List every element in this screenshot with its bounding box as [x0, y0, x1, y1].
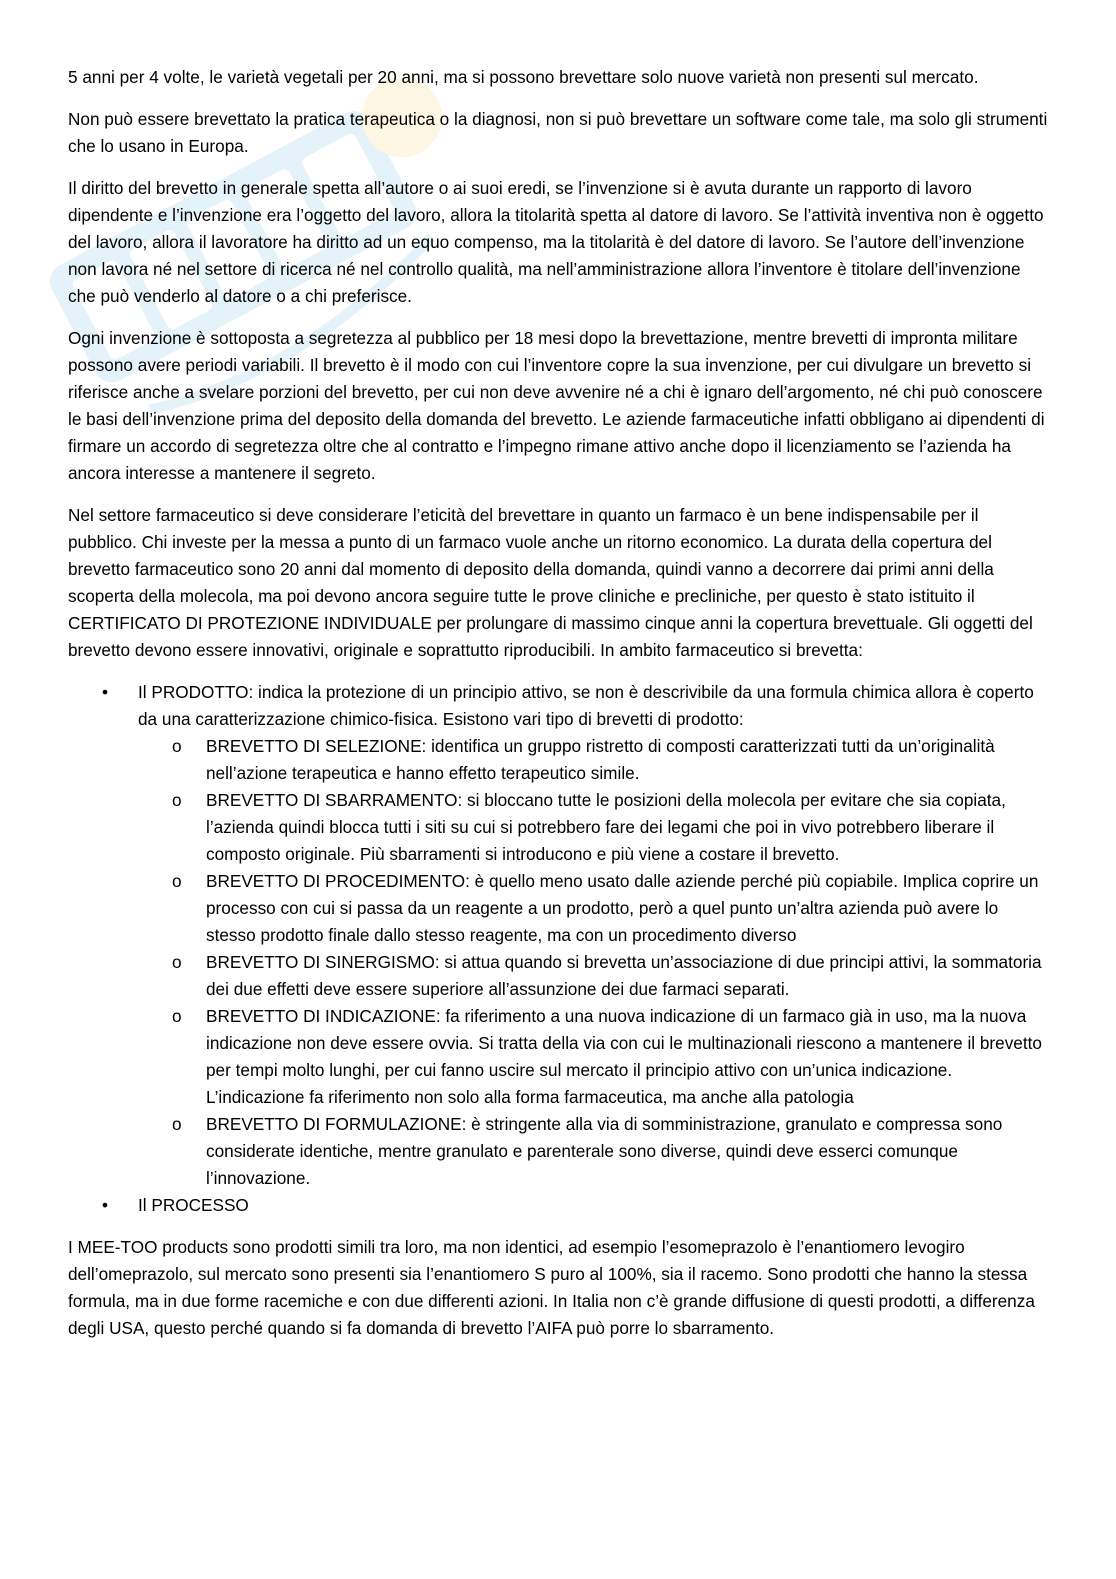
document-page — [68, 64, 1048, 1357]
sublist-item-indicazione — [138, 1003, 1048, 1111]
sublist-item-sbarramento — [138, 787, 1048, 868]
sub-marker: o — [172, 736, 182, 756]
sub-marker: o — [172, 1114, 182, 1134]
sublist-item-procedimento — [138, 868, 1048, 949]
paragraph-pharma: Nel settore farmaceutico si deve considerare l’eticità del brevettare in quanto un farmaco è un bene indispensabile per il pubblico. Chi investe per la messa a punto di un farmaco vuole anche un ritorno economico. La durata della copertura del brevetto farmaceutico sono 20 anni dal momento di deposito della domanda, quindi vanno a decorrere dai primi anni della scoperta della molecola, ma poi devono ancora seguire tutte le prove cliniche e precliniche, per questo è stato istituito il CERTIFICATO DI PROTEZIONE INDIVIDUALE per prolungare di massimo cinque anni la copertura brevettuale. Gli oggetti del brevetto devono essere innovativi, originale e soprattutto riproducibili. In ambito farmaceutico si brevetta: — [68, 505, 1033, 660]
sublist-item-selezione — [138, 733, 1048, 787]
sublist-item-text: BREVETTO DI SBARRAMENTO: si bloccano tutte le posizioni della molecola per evitare che sia copiata, l’azienda quindi blocca tutti i siti su cui si potrebbero fare dei legami che poi in vivo potrebbero liberare il composto originale. Più sbarramenti si introducono e più viene a costare il brevetto. — [206, 790, 1006, 864]
bullet-marker: • — [102, 682, 109, 702]
list-item-text: Il PROCESSO — [138, 1195, 249, 1215]
paragraph-ownership: Il diritto del brevetto in generale spetta all’autore o ai suoi eredi, se l’invenzione si è avuta durante un rapporto di lavoro dipendente e l’invenzione era l’oggetto del lavoro, allora la titolarità spetta al datore di lavoro. Se l’attività inventiva non è oggetto del lavoro, allora il lavoratore ha diritto ad un equo compenso, ma la titolarità è del datore di lavoro. Se l’autore dell’invenzione non lavora né nel settore di ricerca né nel controllo qualità, ma nell’amministrazione allora l’inventore è titolare dell’invenzione che può venderlo al datore o a chi preferisce. — [68, 178, 1044, 306]
paragraph-exclusions: Non può essere brevettato la pratica terapeutica o la diagnosi, non si può brevettare un software come tale, ma solo gli strumenti che lo usano in Europa. — [68, 109, 1048, 156]
sub-marker: o — [172, 1006, 182, 1026]
sublist-item-text: BREVETTO DI PROCEDIMENTO: è quello meno usato dalle aziende perché più copiabile. Implica coprire un processo con cui si passa da un reagente a un prodotto, però a quel punto un’altra azienda può avere lo stesso prodotto finale dallo stesso reagente, ma con un procedimento diverso — [206, 871, 1039, 945]
paragraph-intro: 5 anni per 4 volte, le varietà vegetali per 20 anni, ma si possono brevettare solo nuove varietà non presenti sul mercato. — [68, 67, 979, 87]
bullet-marker: • — [102, 1195, 109, 1215]
sublist-item-text: BREVETTO DI FORMULAZIONE: è stringente alla via di somministrazione, granulato e compressa sono considerate identiche, mentre granulato e parenterale sono diverse, quindi deve esserci comunque l’innovazione. — [206, 1114, 1003, 1188]
list-item-text: Il PRODOTTO: indica la protezione di un principio attivo, se non è descrivibile da una formula chimica allora è coperto da una caratterizzazione chimico-fisica. Esistono vari tipo di brevetti di prodotto: — [138, 682, 1034, 729]
sub-marker: o — [172, 871, 182, 891]
sub-marker: o — [172, 790, 182, 810]
list-item-processo — [68, 1192, 1048, 1219]
sublist-item-text: BREVETTO DI SELEZIONE: identifica un gruppo ristretto di composti caratterizzati tutti da un’originalità nell’azione terapeutica e hanno effetto terapeutico simile. — [206, 736, 995, 783]
list-item-prodotto — [68, 679, 1048, 1192]
sub-marker: o — [172, 952, 182, 972]
sublist-item-text: BREVETTO DI SINERGISMO: si attua quando si brevetta un’associazione di due principi attivi, la sommatoria dei due effetti deve essere superiore all’assunzione dei due farmaci separati. — [206, 952, 1042, 999]
paragraph-mee-too: I MEE-TOO products sono prodotti simili tra loro, ma non identici, ad esempio l’esomeprazolo è l’enantiomero levogiro dell’omeprazolo, sul mercato sono presenti sia l’enantiomero S puro al 100%, sia il racemo. Sono prodotti che hanno la stessa formula, ma in due forme racemiche e con due differenti azioni. In Italia non c’è grande diffusione di questi prodotti, a differenza degli USA, questo perché quando si fa domanda di brevetto l’AIFA può porre lo sbarramento. — [68, 1237, 1035, 1338]
patent-types-list — [68, 679, 1048, 1219]
sublist-item-sinergismo — [138, 949, 1048, 1003]
sublist-item-text: BREVETTO DI INDICAZIONE: fa riferimento a una nuova indicazione di un farmaco già in uso, ma la nuova indicazione non deve essere ovvia. Si tratta della via con cui le multinazionali riescono a mantenere il brevetto per tempi molto lunghi, per cui fanno uscire sul mercato il principio attivo con un’unica indicazione. L’indicazione fa riferimento non solo alla forma farmaceutica, ma anche alla patologia — [206, 1006, 1042, 1107]
product-patent-sublist — [138, 733, 1048, 1192]
sublist-item-formulazione — [138, 1111, 1048, 1192]
paragraph-secrecy: Ogni invenzione è sottoposta a segretezza al pubblico per 18 mesi dopo la brevettazione, mentre brevetti di impronta militare possono avere periodi variabili. Il brevetto è il modo con cui l’inventore copre la sua invenzione, per cui divulgare un brevetto si riferisce anche a svelare porzioni del brevetto, per cui non deve avvenire né a chi è ignaro dell’argomento, né chi può conoscere le basi dell’invenzione prima del deposito della domanda del brevetto. Le aziende farmaceutiche infatti obbligano ai dipendenti di firmare un accordo di segretezza oltre che al contratto e l’impegno rimane attivo anche dopo il licenziamento se l’azienda ha ancora interesse a mantenere il segreto. — [68, 328, 1045, 483]
